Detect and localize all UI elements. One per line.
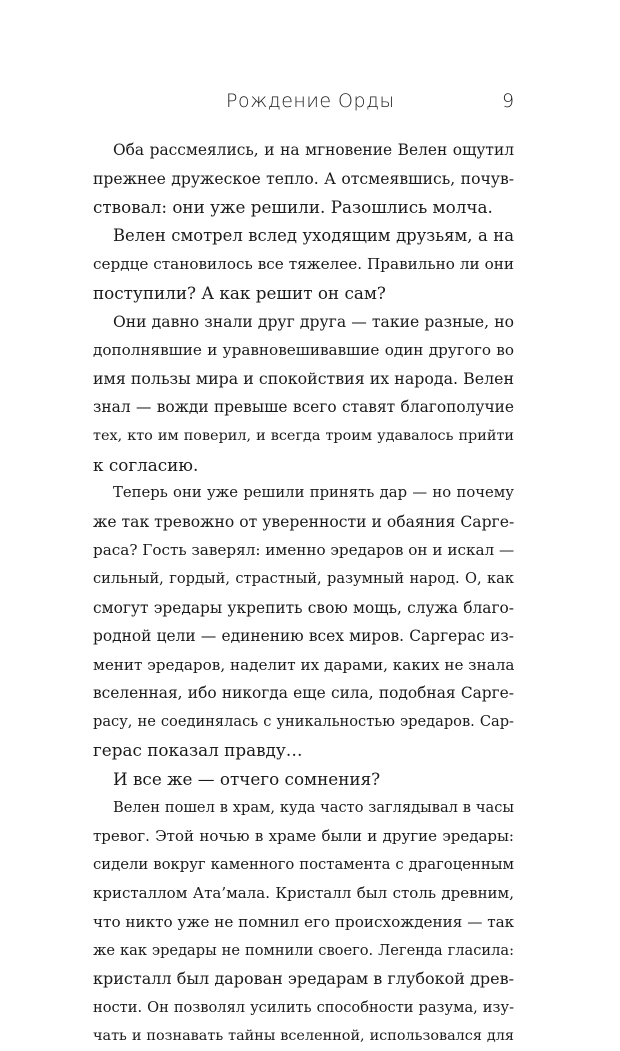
text-line: тревог. Этой ночью в храме были и другие эредары: bbox=[93, 827, 514, 846]
text-line: менит эредаров, наделит их дарами, каких не знала bbox=[93, 655, 515, 674]
text-line: И все же — отчего сомнения? bbox=[113, 769, 381, 790]
page-number: 9 bbox=[502, 90, 515, 112]
text-line: кристалл был дарован эредарам в глубокой древ- bbox=[93, 969, 514, 989]
text-line: вселенная, ибо никогда еще сила, подобная Сарге- bbox=[93, 684, 514, 703]
text-line: же так тревожно от уверенности и обаяния Сарге- bbox=[93, 512, 515, 531]
text-line: что никто уже не помнил его происхождения — так bbox=[93, 913, 515, 932]
text-line: раса? Гость заверял: именно эредаров он и искал — bbox=[93, 541, 515, 560]
text-line: поступили? А как решит он сам? bbox=[93, 282, 386, 303]
text-line: прежнее дружеское тепло. А отсмеявшись, почув- bbox=[93, 169, 514, 188]
text-line: Оба рассмеялись, и на мгновение Велен ощутил bbox=[113, 141, 514, 159]
text-line: дополнявшие и уравновешивавшие один другого во bbox=[93, 341, 514, 360]
text-line: к согласию. bbox=[93, 454, 199, 475]
text-line: Они давно знали друг друга — такие разные, но bbox=[113, 312, 514, 331]
text-line: сидели вокруг каменного постамента с драгоценным bbox=[93, 855, 514, 873]
text-line: имя пользы мира и спокойствия их народа. Велен bbox=[93, 368, 514, 388]
text-line: знал — вожди превыше всего ставят благополучие bbox=[93, 398, 514, 417]
text-line: ности. Он позволял усилить способности разума, изу- bbox=[93, 998, 514, 1016]
text-line: чать и познавать тайны вселенной, использовался для bbox=[93, 1028, 514, 1045]
text-line: смогут эредары укрепить свою мощь, служа благо- bbox=[93, 598, 514, 617]
text-line: же как эредары не помнили своего. Легенда гласила: bbox=[93, 941, 514, 959]
text-line: расу, не соединялась с уникальностью эредаров. Сар- bbox=[93, 712, 514, 730]
running-head bbox=[0, 90, 620, 122]
text-line: сердце становилось все тяжелее. Правильно ли они bbox=[93, 255, 514, 274]
text-line: Велен смотрел вслед уходящим друзьям, а на bbox=[113, 225, 514, 245]
chapter-title: Рождение Орды bbox=[226, 90, 395, 112]
text-line: тех, кто им поверил, и всегда троим удавалось прийти bbox=[93, 427, 514, 444]
text-line: кристаллом Ата’мала. Кристалл был столь древним, bbox=[93, 884, 514, 903]
text-line: герас показал правду… bbox=[93, 740, 303, 761]
body-text bbox=[93, 136, 514, 1051]
text-line: Велен пошел в храм, куда часто заглядывал в часы bbox=[113, 798, 514, 816]
text-line: ствовал: они уже решили. Разошлись молча. bbox=[93, 197, 493, 218]
text-line: Теперь они уже решили принять дар — но почему bbox=[113, 484, 514, 502]
text-line: сильный, гордый, страстный, разумный народ. О, как bbox=[93, 569, 514, 587]
text-line: родной цели — единению всех миров. Саргерас из- bbox=[93, 627, 514, 646]
